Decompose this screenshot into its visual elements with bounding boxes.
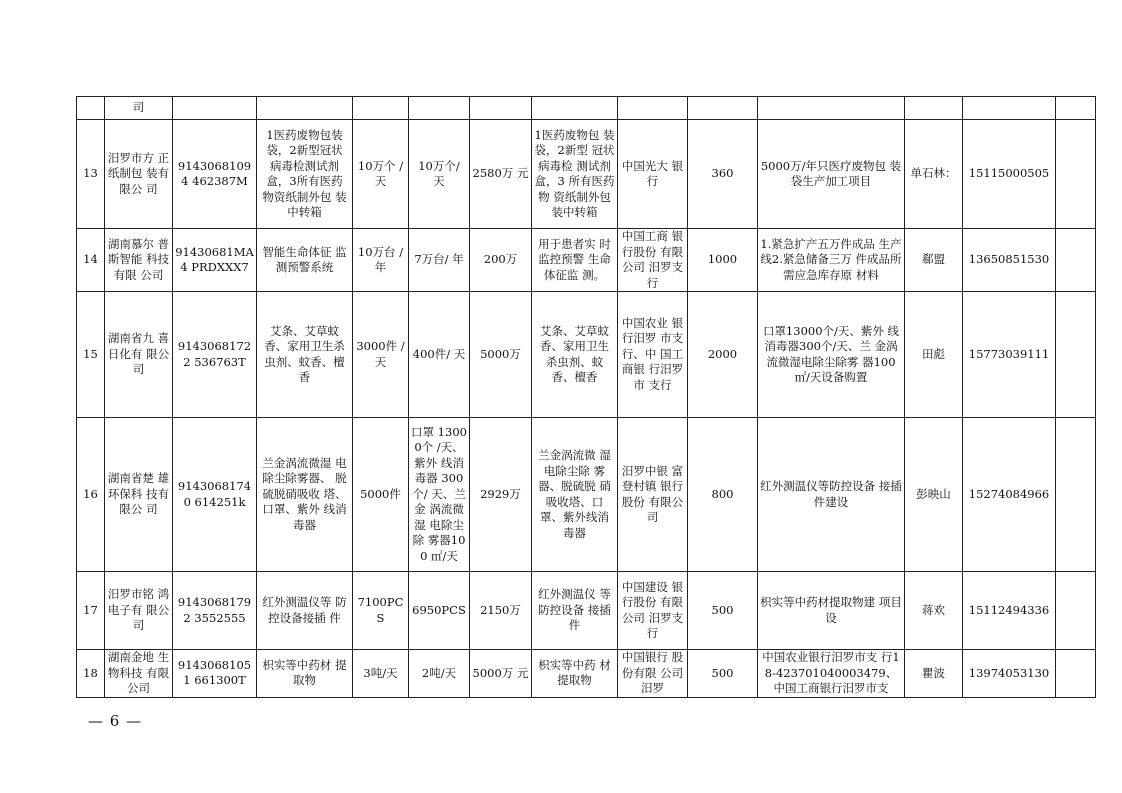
cell-phone: 13650851530 [963, 229, 1056, 292]
cell-output: 5000万 元 [470, 650, 532, 698]
cell-no: 14 [77, 229, 105, 292]
cell-purpose: 1.紧急扩产五万件成品 生产线2.紧急储备三万 件成品所需应急库存原 材料 [758, 229, 905, 292]
cell-company: 湖南省九 喜日化有 限公司 [105, 292, 173, 418]
cell-emergency [532, 97, 618, 120]
table-row [77, 292, 1096, 418]
cell-company: 司 [105, 97, 173, 120]
table-row [77, 97, 1096, 120]
cell-amount: 1000 [688, 229, 758, 292]
cell-amount: 500 [688, 650, 758, 698]
cell-company: 湖南省楚 雄环保科 技有限公 司 [105, 418, 173, 572]
cell-current [409, 97, 470, 120]
cell-contact: 郗盟 [905, 229, 963, 292]
cell-no [77, 97, 105, 120]
cell-contact: 单石林： [905, 120, 963, 229]
cell-company: 湖南慕尔 普斯智能 科技有限 公司 [105, 229, 173, 292]
cell-no: 17 [77, 572, 105, 650]
cell-contact: 彭映山 [905, 418, 963, 572]
cell-phone: 15773039111 [963, 292, 1056, 418]
cell-phone: 13974053130 [963, 650, 1056, 698]
cell-amount: 2000 [688, 292, 758, 418]
page-number: — 6 — [88, 712, 143, 730]
cell-amount: 360 [688, 120, 758, 229]
cell-code: 91430681MA4 PRDXXX7 [173, 229, 257, 292]
cell-product: 1医药废物包装 袋，2新型冠状 病毒检测试剂 盒，3所有医药 物资纸制外包 装中转箱 [257, 120, 353, 229]
cell-contact [905, 97, 963, 120]
cell-amount [688, 97, 758, 120]
cell-emergency: 1医药废物包 装袋，2新型 冠状病毒检 测试剂盒，3 所有医药物 资纸制外包 装中转箱 [532, 120, 618, 229]
cell-note [1056, 418, 1096, 572]
cell-no: 16 [77, 418, 105, 572]
cell-current: 6950PCS [409, 572, 470, 650]
cell-no: 15 [77, 292, 105, 418]
cell-code: 91430681722 536763T [173, 292, 257, 418]
cell-product [257, 97, 353, 120]
cell-purpose: 中国农业银行汨罗市支 行18-423701040003479、 中国工商银行汨罗市支 [758, 650, 905, 698]
cell-output: 5000万 [470, 292, 532, 418]
cell-bank: 中国光大 银行 [618, 120, 688, 229]
cell-emergency: 兰金涡流微 湿电除尘除 雾器、脱硫脱 硝吸收塔、口 罩、紫外线消 毒器 [532, 418, 618, 572]
cell-emergency: 枳实等中药 材提取物 [532, 650, 618, 698]
cell-note [1056, 120, 1096, 229]
cell-capacity: 3000件 /天 [353, 292, 409, 418]
cell-emergency: 用于患者实 时监控预警 生命体征监 测。 [532, 229, 618, 292]
cell-capacity [353, 97, 409, 120]
cell-amount: 500 [688, 572, 758, 650]
cell-code: 91430681094 462387M [173, 120, 257, 229]
table-row [77, 418, 1096, 572]
cell-purpose: 红外测温仪等防控设备 接插件建设 [758, 418, 905, 572]
cell-current: 2吨/天 [409, 650, 470, 698]
cell-company: 汨罗市方 正纸制包 装有限公 司 [105, 120, 173, 229]
cell-current: 口罩 13000个 /天、紫外 线消毒器 300个/ 天、兰金 涡流微湿 电除尘除 雾器100 ㎡/天 [409, 418, 470, 572]
cell-company: 汨罗市铭 鸿电子有 限公司 [105, 572, 173, 650]
cell-contact: 瞿波 [905, 650, 963, 698]
cell-output [470, 97, 532, 120]
cell-capacity: 10万个 /天 [353, 120, 409, 229]
cell-purpose [758, 97, 905, 120]
table-row [77, 572, 1096, 650]
cell-phone: 15112494336 [963, 572, 1056, 650]
cell-capacity: 7100PCS [353, 572, 409, 650]
table-row [77, 120, 1096, 229]
cell-bank: 中国农业 银行汨罗 市支行、中 国工商银 行汨罗市 支行 [618, 292, 688, 418]
cell-current: 7万台/ 年 [409, 229, 470, 292]
cell-current: 400件/ 天 [409, 292, 470, 418]
cell-product: 枳实等中药材 提取物 [257, 650, 353, 698]
cell-note [1056, 229, 1096, 292]
cell-phone [963, 97, 1056, 120]
cell-purpose: 5000万/年只医疗废物包 装袋生产加工项目 [758, 120, 905, 229]
cell-phone: 15115000505 [963, 120, 1056, 229]
cell-note [1056, 650, 1096, 698]
table-row [77, 229, 1096, 292]
cell-bank: 中国建设 银行股份 有限公司 汨罗支行 [618, 572, 688, 650]
cell-company: 湖南金地 生物科技 有限公司 [105, 650, 173, 698]
cell-no: 18 [77, 650, 105, 698]
cell-amount: 800 [688, 418, 758, 572]
cell-bank: 汨罗中银 富登村镇 银行股份 有限公司 [618, 418, 688, 572]
cell-product: 艾条、艾草蚊 香、家用卫生杀 虫剂、蚊香、檀 香 [257, 292, 353, 418]
cell-capacity: 3吨/天 [353, 650, 409, 698]
cell-output: 2150万 [470, 572, 532, 650]
cell-output: 200万 [470, 229, 532, 292]
cell-product: 兰金涡流微湿 电除尘除雾器、 脱硫脱硝吸收 塔、口罩、紫外 线消毒器 [257, 418, 353, 572]
cell-product: 智能生命体征 监测预警系统 [257, 229, 353, 292]
cell-code: 91430681792 3552555 [173, 572, 257, 650]
cell-emergency: 红外测温仪 等防控设备 接插件 [532, 572, 618, 650]
cell-output: 2580万 元 [470, 120, 532, 229]
cell-phone: 15274084966 [963, 418, 1056, 572]
enterprise-table [76, 96, 1096, 698]
cell-product: 红外测温仪等 防控设备接插 件 [257, 572, 353, 650]
cell-current: 10万个/ 天 [409, 120, 470, 229]
cell-bank [618, 97, 688, 120]
cell-bank: 中国银行 股份有限 公司汨罗 [618, 650, 688, 698]
table-row [77, 650, 1096, 698]
cell-note [1056, 572, 1096, 650]
cell-code: 91430681740 614251k [173, 418, 257, 572]
cell-purpose: 枳实等中药材提取物建 项目设 [758, 572, 905, 650]
cell-bank: 中国工商 银行股份 有限公司 汨罗支行 [618, 229, 688, 292]
cell-contact: 蒋欢 [905, 572, 963, 650]
cell-note [1056, 292, 1096, 418]
cell-code [173, 97, 257, 120]
cell-capacity: 5000件 [353, 418, 409, 572]
cell-code: 91430681051 661300T [173, 650, 257, 698]
cell-note [1056, 97, 1096, 120]
cell-no: 13 [77, 120, 105, 229]
cell-output: 2929万 [470, 418, 532, 572]
cell-purpose: 口罩13000个/天、紫外 线消毒器300个/天、兰 金涡流微湿电除尘除雾 器100㎡/天设备购置 [758, 292, 905, 418]
cell-emergency: 艾条、艾草蚊 香、家用卫生 杀虫剂、蚊 香、檀香 [532, 292, 618, 418]
cell-capacity: 10万台 /年 [353, 229, 409, 292]
cell-contact: 田彪 [905, 292, 963, 418]
